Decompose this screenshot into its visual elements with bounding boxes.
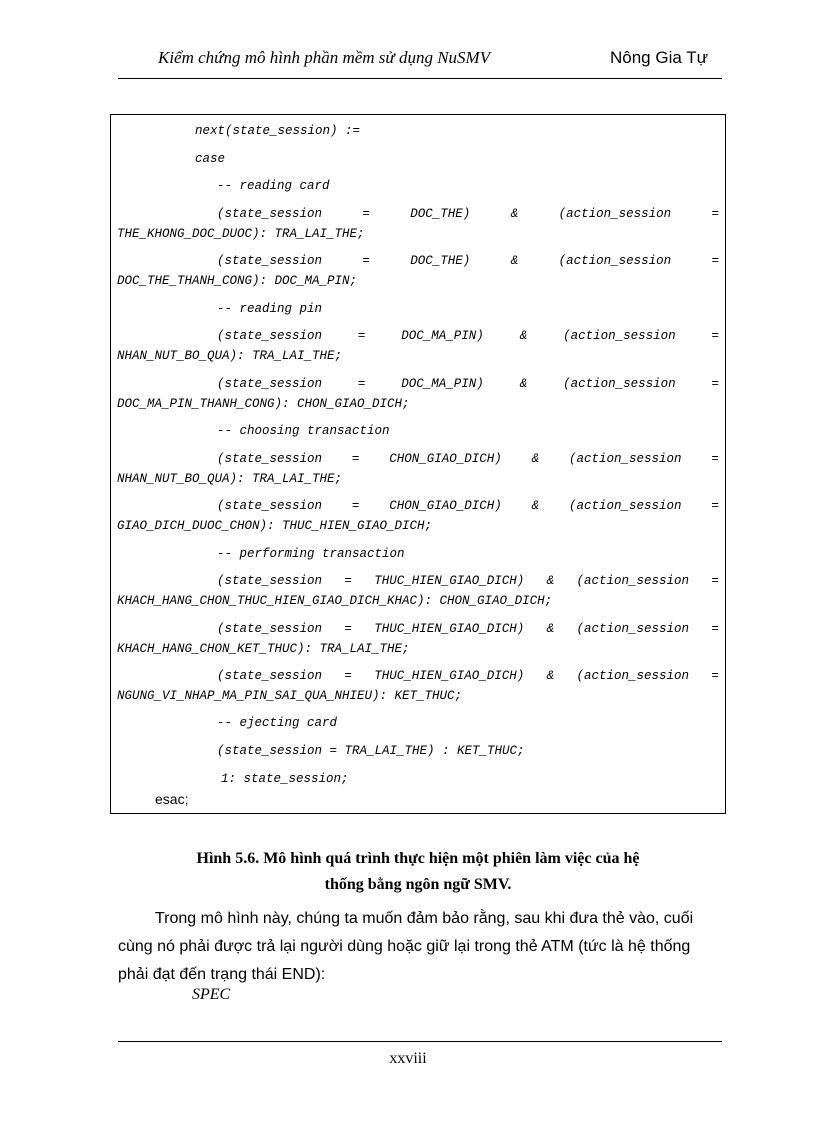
code-line: THE_KHONG_DOC_DUOC): TRA_LAI_THE; [117,227,365,241]
code-line: next(state_session) := [195,124,361,138]
figure-caption-line2: thống bằng ngôn ngữ SMV. [324,876,512,893]
code-line: (state_session = THUC_HIEN_GIAO_DICH) & (action_session = [217,622,719,636]
code-line: esac; [155,791,189,807]
code-line: KHACH_HANG_CHON_THUC_HIEN_GIAO_DICH_KHAC): CHON_GIAO_DICH; [117,594,553,608]
code-line: case [195,152,226,166]
code-line: (state_session = THUC_HIEN_GIAO_DICH) & (action_session = [217,574,719,588]
code-line: (state_session = CHON_GIAO_DICH) & (action_session = [217,499,719,513]
code-line: DOC_THE_THANH_CONG): DOC_MA_PIN; [117,274,358,288]
code-line: (state_session = DOC_THE) & (action_session = [217,207,719,221]
code-line: KHACH_HANG_CHON_KET_THUC): TRA_LAI_THE; [117,642,410,656]
code-line: (state_session = TRA_LAI_THE) : KET_THUC; [217,744,525,758]
code-line: (state_session = CHON_GIAO_DICH) & (action_session = [217,452,719,466]
author-name: Nông Gia Tự [610,48,708,67]
code-comment: -- ejecting card [217,716,338,730]
code-line: 1: state_session; [221,772,349,786]
paragraph-line: Trong mô hình này, chúng ta muốn đảm bảo rằng, sau khi đưa thẻ vào, cuối [155,910,694,927]
spec-keyword: SPEC [192,986,231,1003]
code-line: (state_session = DOC_MA_PIN) & (action_session = [217,329,719,343]
document-title: Kiểm chứng mô hình phần mềm sử dụng NuSMV [158,48,491,67]
code-line: NGUNG_VI_NHAP_MA_PIN_SAI_QUA_NHIEU): KET_THUC; [117,689,463,703]
code-line: (state_session = DOC_THE) & (action_session = [217,254,719,268]
code-line: (state_session = THUC_HIEN_GIAO_DICH) & (action_session = [217,669,719,683]
code-comment: -- performing transaction [217,547,405,561]
code-line: DOC_MA_PIN_THANH_CONG): CHON_GIAO_DICH; [117,397,410,411]
code-comment: -- reading card [217,179,330,193]
paragraph-line: phải đạt đến trạng thái END): [118,966,326,983]
code-comment: -- choosing transaction [217,424,390,438]
code-listing [110,114,726,814]
code-line: GIAO_DICH_DUOC_CHON): THUC_HIEN_GIAO_DICH; [117,519,433,533]
code-line: NHAN_NUT_BO_QUA): TRA_LAI_THE; [117,472,343,486]
code-comment: -- reading pin [217,302,323,316]
footer-rule [118,1041,722,1042]
code-line: NHAN_NUT_BO_QUA): TRA_LAI_THE; [117,349,343,363]
page-header [118,44,722,79]
page-number: xxviii [389,1050,427,1067]
code-line: (state_session = DOC_MA_PIN) & (action_session = [217,377,719,391]
paragraph-line: cùng nó phải được trả lại người dùng hoặc giữ lại trong thẻ ATM (tức là hệ thống [118,938,691,955]
figure-caption-line1: Hình 5.6. Mô hình quá trình thực hiện một phiên làm việc của hệ [196,850,640,867]
